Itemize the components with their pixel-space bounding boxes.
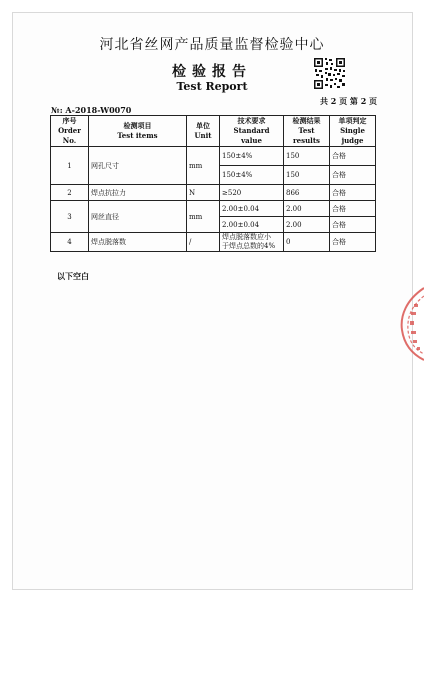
test-item-cell: 焊点脱落数 [89,233,187,252]
standard-cell: 焊点脱落数应小 于焊点总数的4% [220,233,284,252]
header-single-judge: 单项判定 Single judge [330,116,376,147]
judge-cell: 合格 [330,185,376,201]
header-order: 序号 Order No. [51,116,89,147]
page-info: 共 2 页 第 2 页 [320,96,378,106]
header-test-results: 检测结果 Test results [284,116,330,147]
order-cell: 1 [51,147,89,185]
unit-cell: mm [187,201,220,233]
result-cell: 150 [284,166,330,185]
result-cell: 150 [284,147,330,166]
result-cell: 2.00 [284,217,330,233]
red-seal-stamp-icon [398,286,424,362]
order-cell: 3 [51,201,89,233]
header-standard-value: 技术要求 Standard value [220,116,284,147]
judge-cell: 合格 [330,166,376,185]
organization-name: 河北省丝网产品质量监督检验中心 [99,37,325,53]
standard-cell: 150±4% [220,166,284,185]
unit-cell: mm [187,147,220,185]
test-item-cell: 网孔尺寸 [89,147,187,185]
order-cell: 2 [51,185,89,201]
judge-cell: 合格 [330,147,376,166]
report-number: №: A-2018-W0070 [51,105,132,115]
table-header-row [51,116,376,147]
table-row [51,201,376,217]
judge-cell: 合格 [330,201,376,217]
judge-cell: 合格 [330,233,376,252]
table-row [51,185,376,201]
test-item-cell: 网丝直径 [89,201,187,233]
report-title-en: Test Report [176,80,248,93]
result-cell: 866 [284,185,330,201]
standard-cell: 150±4% [220,147,284,166]
test-results-table [50,115,376,252]
table-row [51,147,376,166]
result-cell: 0 [284,233,330,252]
standard-cell: ≥520 [220,185,284,201]
result-cell: 2.00 [284,201,330,217]
report-title-cn: 检验报告 [172,64,252,80]
blank-below-note: 以下空白 [57,271,89,281]
header-test-items: 检测项目 Test items [89,116,187,147]
standard-cell: 2.00±0.04 [220,217,284,233]
qr-code-icon [313,57,346,90]
judge-cell: 合格 [330,217,376,233]
unit-cell: N [187,185,220,201]
test-item-cell: 焊点抗拉力 [89,185,187,201]
table-row [51,233,376,252]
header-unit: 单位 Unit [187,116,220,147]
unit-cell: / [187,233,220,252]
standard-cell: 2.00±0.04 [220,201,284,217]
order-cell: 4 [51,233,89,252]
